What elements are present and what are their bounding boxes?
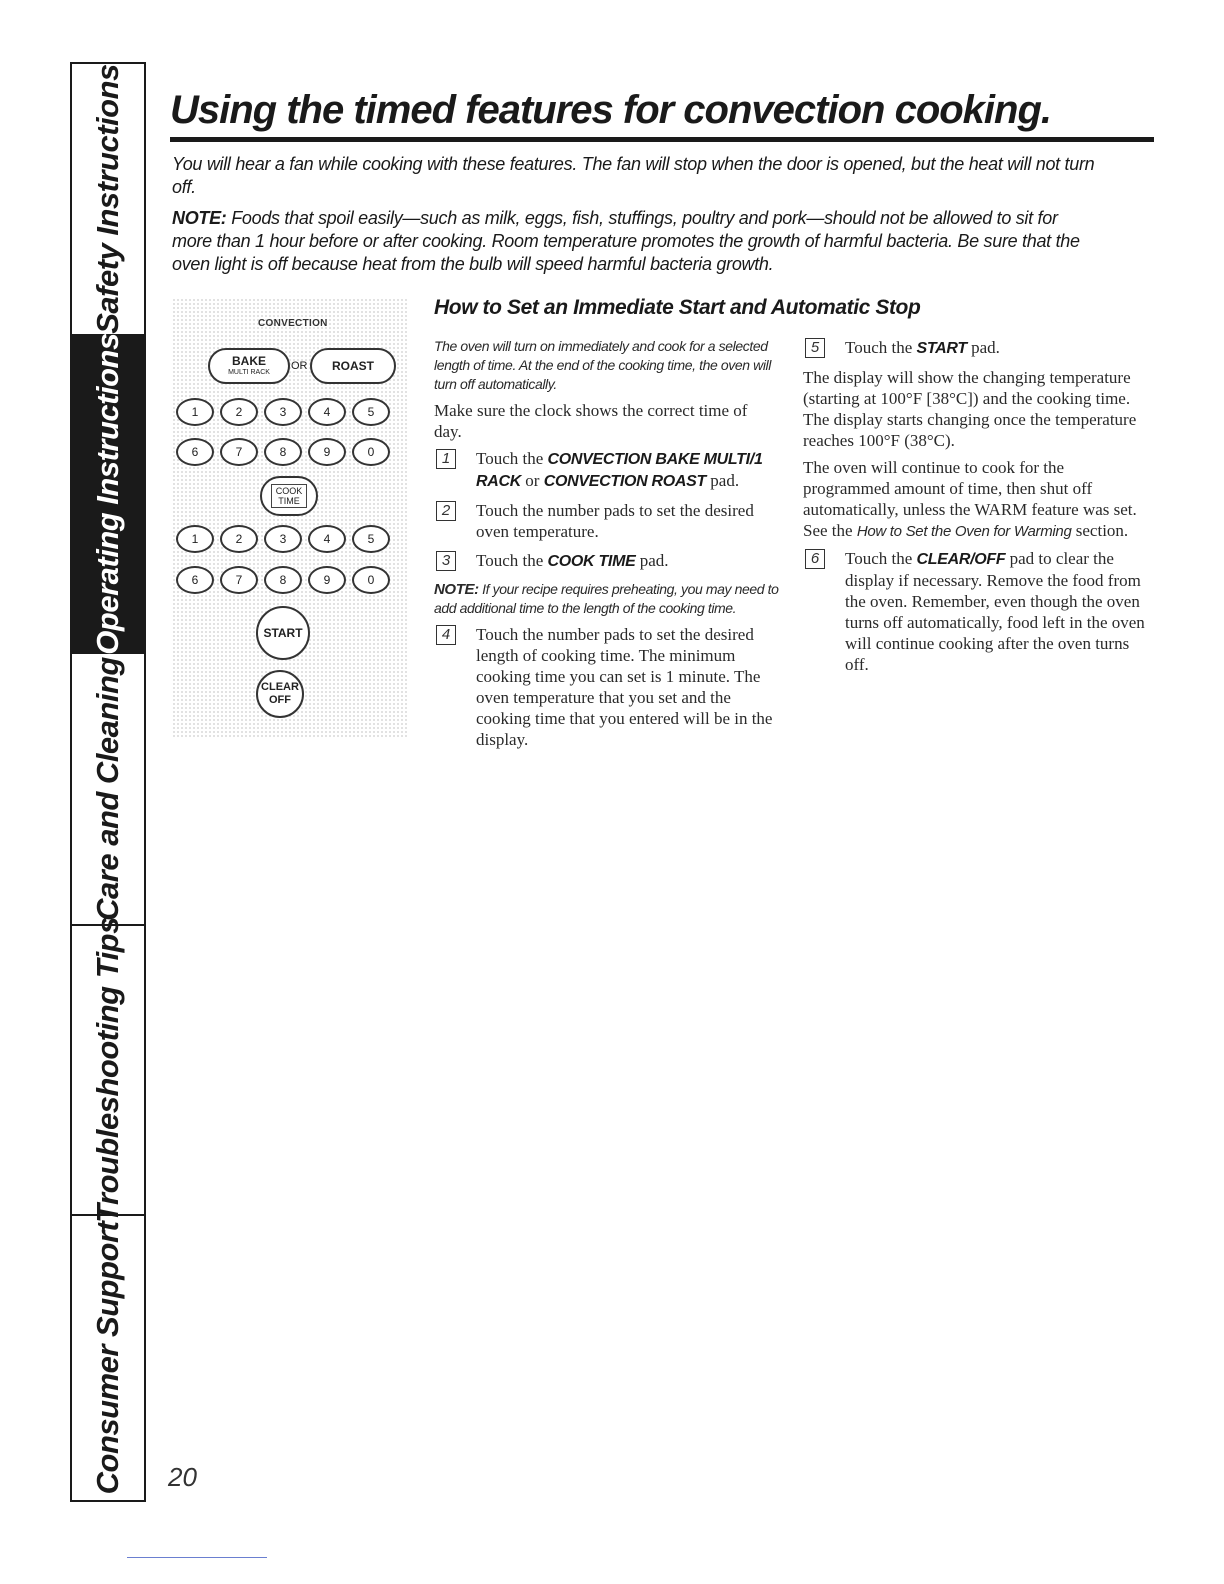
keyword: CLEAR/OFF [916,551,1006,568]
number-pad-7: 7 [220,438,258,466]
food-safety-note [172,207,1102,276]
number-pad-5: 5 [352,525,390,553]
tab-troubleshooting-tips[interactable] [72,917,144,1223]
step-number: 4 [436,625,456,645]
display-paragraph: The display will show the changing temperature (starting at 100°F [38°C]) and the cooking time. The display starts changing once the temperature reaches 100°F (38°C). [803,368,1137,450]
tab-label: Consumer Support [90,1221,125,1495]
number-pad-6: 6 [176,566,214,594]
step-number: 6 [805,549,825,569]
number-pad-row [176,438,396,466]
tab-label: Troubleshooting Tips [90,917,125,1223]
step-text: Touch the [845,338,917,357]
paragraph-text: The oven will continue to cook for the programmed amount of time, then shut off automatically, unless the WARM feature was set. See the [803,458,1137,540]
keyword: CONVECTION BAKE MULTI/1 RACK [476,451,763,490]
number-pad-8: 8 [264,566,302,594]
step-text: pad. [966,338,1000,357]
step-5 [803,337,1153,359]
instructions-column-2 [803,337,1153,683]
convection-bake-pad [208,348,290,384]
number-pad-9: 9 [308,438,346,466]
step-4 [434,624,779,750]
note-text: If your recipe requires preheating, you may need to add additional time to the length of the cooking time. [434,581,779,616]
tab-label: Operating Instructions [90,333,125,655]
step-6 [803,548,1153,675]
step-number: 1 [436,449,456,469]
number-pad-3: 3 [264,525,302,553]
convection-roast-pad: ROAST [310,348,396,384]
step-text: or [521,471,544,490]
clear-off-pad [256,670,304,718]
section-lead: The oven will turn on immediately and cook for a selected length of time. At the end of the cooking time, the oven will turn off automatically. [434,338,771,392]
cook-time-pad [260,476,318,516]
number-pad-2: 2 [220,525,258,553]
continue-paragraph [803,457,1153,542]
step-text: pad. [706,471,740,490]
multi-rack-label: MULTI RACK [228,369,270,376]
cook-time-label [271,484,308,508]
tab-label: Care and Cleaning [90,657,125,921]
note-label: NOTE: [172,208,227,228]
time-label: TIME [278,496,300,506]
number-pad-row [176,525,396,553]
section-heading: How to Set an Immediate Start and Automatic Stop [434,296,921,319]
number-pad-0: 0 [352,438,390,466]
off-label: OFF [269,694,291,706]
intro-text: You will hear a fan while cooking with these features. The fan will stop when the door is opened, but the heat will not turn off. [172,154,1095,197]
title-rule [170,137,1154,142]
control-panel-illustration [172,298,408,738]
number-pad-2: 2 [220,398,258,426]
step-text: Touch the [476,449,548,468]
number-pad-7: 7 [220,566,258,594]
tab-operating-instructions[interactable] [72,333,144,655]
number-pad-1: 1 [176,525,214,553]
number-pad-row [176,566,396,594]
number-pad-5: 5 [352,398,390,426]
step-text: Touch the [845,549,917,568]
step-text: pad. [635,551,669,570]
start-pad: START [256,606,310,660]
page-number: 20 [168,1462,197,1492]
page-title: Using the timed features for convection cooking. [170,88,1052,132]
convection-label: CONVECTION [258,318,328,329]
tab-care-and-cleaning[interactable] [72,654,144,926]
cook-label: COOK [275,486,303,496]
paragraph-text: section. [1071,521,1129,540]
note-text: Foods that spoil easily—such as milk, eggs, fish, stuffings, poultry and pork—should not be allowed to sit for more than 1 hour before or after cooking. Room temperature promotes the growth of harmful bacteria. Be sure that the oven light is off because heat from the bulb will speed harmful bacteria growth. [172,208,1080,274]
clock-note: Make sure the clock shows the correct time of day. [434,401,748,441]
tab-label: Safety Instructions [90,64,125,334]
tab-consumer-support[interactable] [72,1216,144,1500]
number-pad-1: 1 [176,398,214,426]
keyword: START [916,340,967,357]
note-label: NOTE: [434,581,479,598]
clear-label: CLEAR [261,681,299,693]
step-text: pad to clear the display if necessary. Remove the food from the oven. Remember, even though the oven turns off automatically, food left in the oven will continue cooking after the oven turns off. [845,549,1145,674]
step-2 [434,500,779,542]
step-number: 5 [805,338,825,358]
bake-label: BAKE [231,354,266,368]
step-1 [434,448,779,492]
number-pad-0: 0 [352,566,390,594]
step-text: Touch the [476,551,548,570]
keyword: COOK TIME [547,553,636,570]
keyword: CONVECTION ROAST [543,473,707,490]
number-pad-row [176,398,396,426]
footer-rule [127,1557,267,1558]
number-pad-4: 4 [308,525,346,553]
or-label: OR [291,360,308,372]
step-number: 3 [436,551,456,571]
section-reference: How to Set the Oven for Warming [856,523,1072,540]
step-text: Touch the number pads to set the desired oven temperature. [476,501,754,541]
tab-safety-instructions[interactable] [72,64,144,336]
number-pad-4: 4 [308,398,346,426]
preheat-note [434,580,779,618]
step-number: 2 [436,501,456,521]
instructions-column-1 [434,337,779,758]
number-pad-3: 3 [264,398,302,426]
step-3 [434,550,779,572]
number-pad-6: 6 [176,438,214,466]
section-tabs [70,62,146,1502]
number-pad-9: 9 [308,566,346,594]
step-text: Touch the number pads to set the desired length of cooking time. The minimum cooking time you can set is 1 minute. The oven temperature that you set and the cooking time that you entered will be in the display. [476,625,773,749]
number-pad-8: 8 [264,438,302,466]
